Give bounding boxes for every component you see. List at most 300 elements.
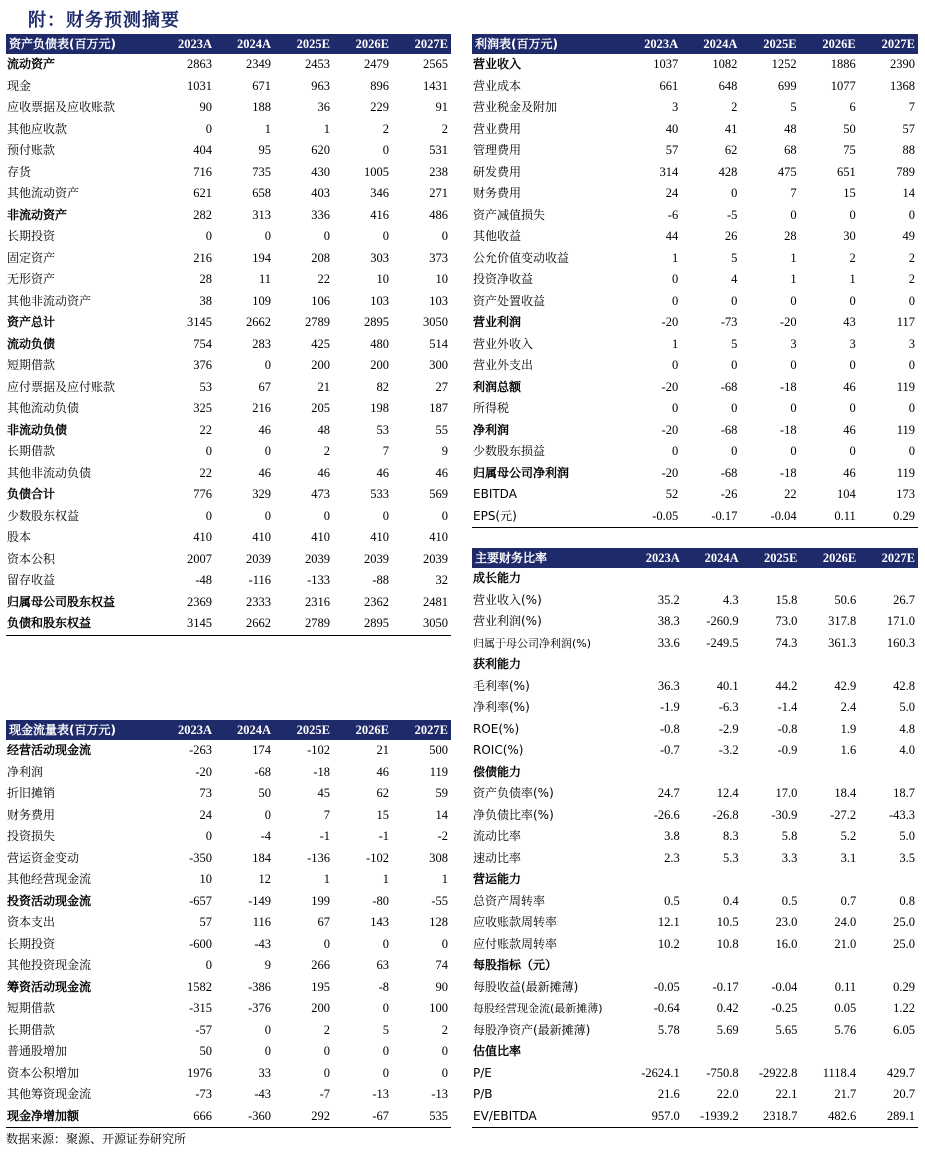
value-cell: 0: [671, 272, 679, 286]
value-cell: 57: [902, 121, 915, 136]
value-cell: 73.0: [775, 614, 798, 628]
value-cell: 282: [193, 207, 212, 222]
value-cell: 2.3: [664, 850, 680, 865]
value-cell: 208: [311, 250, 330, 265]
value-cell: [624, 762, 683, 784]
value-cell: 43: [843, 315, 856, 329]
value-cell: 957.0: [624, 1106, 683, 1128]
row-label: 资产负债率(%): [473, 786, 554, 800]
value-cell: -0.17: [712, 979, 739, 994]
value-cell: 0: [205, 229, 212, 243]
value-cell: 533: [370, 487, 389, 501]
table-row: [6, 140, 451, 162]
value-cell: 620: [311, 143, 330, 157]
value-cell: 699: [777, 78, 797, 93]
value-cell: 500: [429, 743, 448, 757]
value-cell: 789: [896, 164, 915, 179]
table-row: [6, 506, 451, 528]
table-row: [472, 1063, 918, 1085]
value-cell: 2565: [423, 57, 448, 71]
value-cell: -1: [378, 829, 389, 843]
value-cell: -13: [431, 1087, 448, 1101]
value-cell: 0: [264, 444, 271, 458]
value-cell: -3.2: [718, 743, 739, 757]
table-row: [6, 762, 451, 784]
value-cell: -0.05: [622, 506, 681, 528]
value-cell: -2: [437, 829, 448, 843]
row-label: 资本支出: [7, 915, 56, 929]
value-cell: [800, 869, 859, 891]
value-cell: -1: [319, 829, 330, 843]
value-cell: 535: [392, 1106, 451, 1128]
row-label: 应付票据及应付账款: [7, 379, 116, 394]
table-title: 利润表(百万元): [472, 34, 622, 54]
value-cell: 0.29: [859, 506, 918, 528]
value-cell: 24: [199, 807, 212, 822]
row-label: 经营活动现金流: [7, 743, 92, 757]
table-row: [472, 697, 918, 719]
value-cell: -657: [189, 893, 212, 908]
value-cell: -18: [313, 764, 330, 779]
value-cell: -6.3: [718, 700, 739, 714]
value-cell: 0: [790, 358, 797, 372]
value-cell: 40.1: [716, 678, 739, 693]
row-label: 留存收益: [7, 573, 56, 587]
row-label: ROIC(%): [473, 743, 524, 757]
value-cell: 3.3: [781, 850, 798, 865]
value-cell: 15: [843, 186, 856, 200]
value-cell: -13: [372, 1087, 389, 1101]
table-row: [6, 934, 451, 956]
value-cell: 0: [382, 143, 389, 157]
year-header: 2023A: [622, 34, 681, 54]
value-cell: 205: [311, 401, 330, 415]
row-label: 应收账款周转率: [473, 915, 558, 929]
year-header: 2023A: [156, 34, 215, 54]
value-cell: 0: [264, 1022, 271, 1037]
row-label: 营业利润(%): [473, 614, 542, 628]
table-row: [472, 506, 918, 528]
value-cell: 25.0: [893, 936, 915, 951]
row-label: 营运资金变动: [7, 850, 80, 865]
value-cell: 21: [317, 379, 330, 394]
table-row: [472, 611, 918, 633]
value-cell: 0: [323, 936, 330, 951]
value-cell: 57: [665, 143, 679, 157]
row-label: 财务费用: [473, 186, 522, 200]
value-cell: 7: [908, 100, 915, 114]
table-row: [6, 269, 451, 291]
value-cell: 46: [376, 764, 389, 779]
value-cell: 0: [671, 358, 679, 372]
value-cell: -27.2: [830, 807, 857, 822]
value-cell: -360: [215, 1106, 274, 1128]
value-cell: 143: [370, 915, 389, 929]
value-cell: 26.7: [893, 592, 915, 607]
value-cell: 95: [258, 143, 271, 157]
value-cell: 3.5: [899, 850, 915, 865]
table-row: [472, 269, 918, 291]
value-cell: 36.3: [657, 678, 680, 693]
value-cell: 216: [252, 401, 271, 415]
value-cell: 184: [252, 850, 271, 865]
value-cell: 82: [376, 379, 389, 394]
income-statement-table: [472, 34, 918, 528]
row-label: 营业收入(%): [473, 592, 542, 607]
row-label: 营业外支出: [473, 358, 534, 372]
value-cell: 1582: [187, 979, 212, 994]
value-cell: -0.7: [660, 743, 680, 757]
row-label: 无形资产: [7, 272, 56, 286]
table-row: [472, 119, 918, 141]
value-cell: 200: [311, 358, 330, 372]
value-cell: -149: [248, 893, 271, 908]
value-cell: 38.3: [657, 614, 680, 628]
table-row: [6, 1084, 451, 1106]
value-cell: 1077: [830, 78, 856, 93]
value-cell: -0.64: [653, 1001, 680, 1015]
table-row: [6, 355, 451, 377]
table-row: [472, 1041, 918, 1063]
value-cell: 0: [671, 293, 679, 308]
table-row: [6, 527, 451, 549]
row-label: 偿债能力: [473, 764, 522, 779]
value-cell: 21.6: [657, 1087, 680, 1101]
value-cell: 67: [258, 379, 271, 394]
table-row: [472, 484, 918, 506]
row-label: 归属于母公司净利润(%): [473, 636, 592, 650]
table-row: [6, 783, 451, 805]
value-cell: 173: [896, 487, 915, 501]
value-cell: 46: [376, 465, 389, 480]
value-cell: 0: [205, 958, 212, 972]
value-cell: -43: [254, 1087, 271, 1101]
value-cell: -68: [720, 465, 738, 480]
row-label: 公允价值变动收益: [473, 250, 570, 265]
value-cell: 160.3: [886, 635, 915, 650]
value-cell: [742, 568, 801, 590]
value-cell: 25.0: [893, 915, 915, 929]
value-cell: 0: [908, 207, 915, 222]
value-cell: -7: [319, 1087, 330, 1101]
value-cell: 28: [784, 229, 797, 243]
value-cell: 0: [441, 229, 448, 243]
value-cell: 475: [777, 164, 797, 179]
value-cell: 21.7: [834, 1087, 857, 1101]
year-header: 2025E: [742, 548, 801, 568]
value-cell: 661: [659, 78, 679, 93]
value-cell: [624, 869, 683, 891]
value-cell: 1031: [187, 78, 212, 93]
value-cell: 0: [382, 1001, 389, 1015]
value-cell: 3.8: [664, 829, 680, 843]
row-label: 非流动资产: [7, 207, 68, 222]
row-label: 获利能力: [473, 657, 522, 671]
table-header-row: [6, 34, 451, 54]
value-cell: 10: [199, 872, 212, 886]
table-row: [6, 848, 451, 870]
financial-ratios-table: [472, 548, 918, 1128]
value-cell: 1118.4: [822, 1065, 857, 1080]
row-label: 其他应收款: [7, 121, 68, 136]
value-cell: -376: [248, 1001, 271, 1015]
value-cell: 68: [784, 143, 797, 157]
value-cell: 1368: [890, 78, 915, 93]
table-row: [472, 76, 918, 98]
value-cell: 303: [370, 250, 389, 265]
value-cell: -0.17: [681, 506, 740, 528]
value-cell: 90: [435, 979, 448, 994]
table-row: [6, 463, 451, 485]
value-cell: 18.7: [893, 786, 915, 800]
value-cell: 119: [896, 379, 915, 394]
row-label: 所得税: [473, 401, 510, 415]
value-cell: 5.2: [840, 829, 857, 843]
table-row: [6, 119, 451, 141]
row-label: EV/EBITDA: [472, 1106, 624, 1128]
table-header-row: [472, 548, 918, 568]
table-row: [472, 463, 918, 485]
value-cell: 7: [323, 807, 330, 822]
row-label: 资本公积增加: [7, 1065, 80, 1080]
value-cell: -4: [260, 829, 271, 843]
value-cell: -20: [661, 465, 679, 480]
value-cell: 44: [665, 229, 679, 243]
value-cell: 361.3: [828, 635, 857, 650]
value-cell: 0.5: [781, 893, 798, 908]
value-cell: 15.8: [775, 592, 798, 607]
value-cell: 0: [849, 207, 856, 222]
table-row: [6, 805, 451, 827]
value-cell: -43: [254, 936, 271, 951]
table-row: [472, 719, 918, 741]
table-row: [6, 826, 451, 848]
row-label: 估值比率: [473, 1044, 522, 1058]
table-row: [6, 334, 451, 356]
row-label: 应付账款周转率: [473, 936, 558, 951]
value-cell: -18: [779, 465, 797, 480]
table-row: [6, 54, 451, 76]
table-row: [6, 248, 451, 270]
row-label: 少数股东权益: [7, 508, 80, 523]
value-cell: 27: [435, 379, 448, 394]
value-cell: 0: [790, 207, 797, 222]
value-cell: 2: [849, 250, 856, 265]
row-label: 每股净资产(最新摊薄): [473, 1022, 591, 1037]
value-cell: 75: [843, 143, 856, 157]
value-cell: 23.0: [775, 915, 798, 929]
table-title: 主要财务比率: [472, 548, 624, 568]
value-cell: 20.7: [893, 1087, 915, 1101]
value-cell: -0.04: [771, 979, 798, 994]
value-cell: 0: [323, 1065, 330, 1080]
row-label: 其他筹资现金流: [7, 1087, 92, 1101]
table-row: [6, 420, 451, 442]
table-row: [472, 248, 918, 270]
value-cell: 16.0: [775, 936, 798, 951]
value-cell: 0: [908, 358, 915, 372]
row-label: 净负债比率(%): [473, 807, 554, 822]
value-cell: 404: [193, 143, 212, 157]
value-cell: 671: [252, 78, 271, 93]
value-cell: -73: [720, 315, 738, 329]
value-cell: 0: [790, 401, 797, 415]
value-cell: 22: [317, 272, 330, 286]
value-cell: 648: [718, 78, 738, 93]
year-header: 2027E: [859, 548, 918, 568]
value-cell: 1: [382, 872, 389, 886]
value-cell: 3050: [392, 613, 451, 635]
value-cell: 2333: [246, 594, 271, 609]
table-row: [6, 97, 451, 119]
value-cell: -260.9: [706, 614, 739, 628]
row-label: EBITDA: [473, 487, 517, 501]
value-cell: -20: [661, 315, 679, 329]
value-cell: 2362: [364, 594, 389, 609]
row-label: 净利润: [7, 764, 44, 779]
value-cell: [800, 955, 859, 977]
value-cell: 0: [264, 358, 271, 372]
table-row: [472, 312, 918, 334]
value-cell: -80: [372, 893, 389, 908]
table-row: [472, 805, 918, 827]
table-row: [472, 183, 918, 205]
row-label: 短期借款: [7, 1001, 56, 1015]
value-cell: 3: [908, 336, 915, 351]
value-cell: -102: [307, 743, 330, 757]
value-cell: 41: [724, 121, 738, 136]
value-cell: 410: [429, 530, 448, 544]
value-cell: 30: [843, 229, 856, 243]
table-row: [6, 162, 451, 184]
value-cell: 10: [376, 272, 389, 286]
value-cell: 1: [790, 272, 797, 286]
value-cell: 11: [258, 272, 271, 286]
value-cell: -26.6: [653, 807, 680, 822]
value-cell: 2863: [187, 57, 212, 71]
value-cell: [683, 568, 742, 590]
value-cell: 4.8: [899, 721, 915, 736]
value-cell: 376: [193, 358, 212, 372]
row-label: 现金净增加额: [6, 1106, 156, 1128]
value-cell: -263: [189, 743, 212, 757]
value-cell: 1431: [423, 78, 448, 93]
value-cell: 171.0: [886, 614, 915, 628]
value-cell: -350: [189, 850, 212, 865]
value-cell: 314: [659, 164, 679, 179]
value-cell: 3050: [423, 315, 448, 329]
value-cell: 22: [199, 422, 212, 437]
value-cell: 1: [441, 872, 448, 886]
row-label: 筹资活动现金流: [7, 979, 92, 994]
value-cell: 0: [441, 936, 448, 951]
value-cell: 416: [370, 207, 389, 222]
table-row: [472, 568, 918, 590]
value-cell: 0.42: [716, 1001, 739, 1015]
row-label: 负债合计: [7, 487, 56, 501]
value-cell: 109: [252, 293, 271, 308]
value-cell: 2: [441, 1022, 448, 1037]
value-cell: -48: [195, 573, 212, 587]
value-cell: 373: [429, 250, 448, 265]
row-label: 流动资产: [7, 57, 56, 71]
value-cell: 45: [317, 786, 330, 800]
value-cell: 1: [671, 336, 679, 351]
value-cell: 46: [843, 465, 856, 480]
value-cell: 128: [429, 915, 448, 929]
table-row: [472, 740, 918, 762]
value-cell: 195: [311, 979, 330, 994]
value-cell: 9: [264, 958, 271, 972]
value-cell: 5.0: [899, 700, 915, 714]
table-row: [472, 590, 918, 612]
value-cell: 0: [441, 1044, 448, 1058]
row-label: P/B: [473, 1087, 493, 1101]
row-label: 现金: [7, 78, 32, 93]
value-cell: 410: [311, 530, 330, 544]
value-cell: 12.1: [657, 915, 680, 929]
value-cell: 2: [908, 250, 915, 265]
value-cell: -102: [366, 850, 389, 865]
value-cell: 1976: [187, 1065, 212, 1080]
value-cell: 317.8: [828, 614, 857, 628]
value-cell: 63: [376, 958, 389, 972]
row-label: 营业费用: [473, 121, 522, 136]
year-header: 2025E: [740, 34, 799, 54]
row-label: 利润总额: [473, 379, 522, 394]
value-cell: 300: [429, 358, 448, 372]
row-label: 资产总计: [7, 315, 56, 329]
value-cell: 46: [258, 465, 271, 480]
value-cell: [683, 762, 742, 784]
value-cell: 38: [199, 293, 212, 308]
value-cell: 12.4: [716, 786, 739, 800]
value-cell: 8.3: [722, 829, 739, 843]
row-label: 成长能力: [473, 571, 522, 585]
table-row: [472, 291, 918, 313]
value-cell: 194: [252, 250, 271, 265]
value-cell: 100: [429, 1001, 448, 1015]
row-label: 股本: [7, 530, 32, 544]
value-cell: -0.9: [777, 743, 798, 757]
value-cell: 5.3: [722, 850, 739, 865]
value-cell: 0: [323, 229, 330, 243]
value-cell: -57: [195, 1022, 212, 1037]
value-cell: -88: [372, 573, 389, 587]
row-label: 长期借款: [7, 1022, 56, 1037]
value-cell: -20: [661, 422, 679, 437]
table-row: [6, 205, 451, 227]
value-cell: 292: [274, 1106, 333, 1128]
table-row: [472, 977, 918, 999]
value-cell: -315: [189, 1001, 212, 1015]
row-label: 投资活动现金流: [7, 893, 92, 908]
value-cell: -0.05: [653, 979, 680, 994]
value-cell: -30.9: [771, 807, 798, 822]
value-cell: 283: [252, 336, 271, 351]
value-cell: 2318.7: [742, 1106, 801, 1128]
value-cell: 35.2: [657, 592, 680, 607]
value-cell: 0: [908, 293, 915, 308]
value-cell: 5: [731, 250, 738, 265]
value-cell: 429.7: [886, 1065, 915, 1080]
value-cell: 2007: [187, 551, 212, 566]
value-cell: 308: [429, 850, 448, 865]
value-cell: 896: [370, 78, 389, 93]
value-cell: -386: [248, 979, 271, 994]
table-row: [6, 977, 451, 999]
value-cell: 21: [376, 743, 389, 757]
